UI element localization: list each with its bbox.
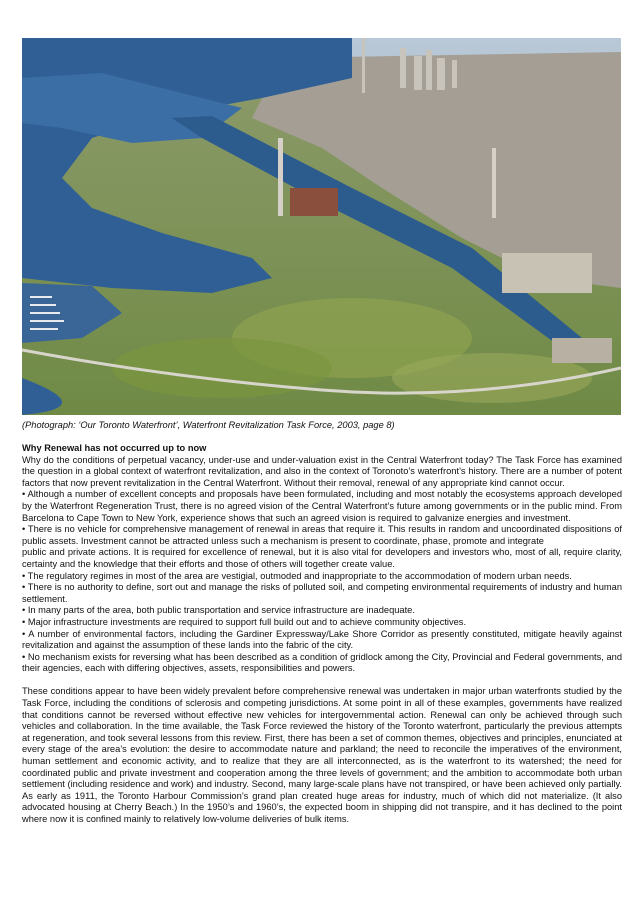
photo-chimney	[278, 138, 283, 216]
bullet-regulatory: • The regulatory regimes in most of the area are vestigial, outmoded and inappropriate to the accommodation of modern urban needs.	[22, 570, 572, 581]
closing-paragraph: These conditions appear to have been widely prevalent before comprehensive renewal was undertaken in major urban waterfronts studied by the Task Force, including the conditions of sclerosis and competing jurisdictions. At some point in all of these examples, governments have realized that conditions cannot be reversed without effective new vehicles for intergovernmental action. Renewal can only be achieved through such vehicles and collaboration. In the time available, the Task Force reviewed the history of the Toronto waterfront, particularly the previous attempts at regeneration, and took several lessons from this review. First, there has been a set of common themes, objectives and principles, enunciated at every stage of the area’s evolution: the desire to accommodate nature and parkland; the need to reconcile the imperatives of the environment, human settlement and economic activity, and to realize that they are all interconnected, as is the waterfront to its watershed; the need for coordinated public and private investment and cooperation among the three levels of government; and the ambition to accommodate both urban settlement (including residence and work) and industry. Second, many large-scale plans have not transpired, or have been achieved only partially. As early as 1911, the Toronto Harbour Commission’s grand plan created huge areas for industry, much of which did not materialize. (It also advocated housing at Cherry Beach.) In the 1950’s and 1960’s, the expected boom in shipping did not transpire, and it has declined to the point where now it is confined mainly to relatively low-volume deliveries of bulk items.	[22, 686, 622, 824]
bullet-gridlock: • No mechanism exists for reversing what has been described as a condition of gridlock among the City, Provincial and Federal governments, and their agencies, each with differing objectives, assets, responsibilities and powers.	[22, 651, 622, 674]
bullet-environmental: • A number of environmental factors, including the Gardiner Expressway/Lake Shore Corridor as presently constituted, mitigate heavily against revitalization and against the assumption of these lands into the fabric of the city.	[22, 628, 622, 651]
bullet-vision: • Although a number of excellent concepts and proposals have been formulated, including and most notably the ecosystems approach developed by the Waterfront Regeneration Trust, there is no agreed vision of the Central Waterfront’s future among governments or in the public mind. From Barcelona to Cape Town to New York, experience shows that such an agreed vision is required to galvanize energies and investment.	[22, 489, 622, 523]
bullet-polluted-soil: • There is no authority to define, sort out and manage the risks of polluted soil, and competing environmental requirements of industry and human settlement.	[22, 582, 622, 604]
caption-prefix: (Photograph: ‘	[22, 420, 81, 430]
bullet-management-vehicle: • There is no vehicle for comprehensive management of renewal in areas that require it. This results in random and uncoordinated dispositions of public assets. Investment cannot be attracted unless such a mechanism is present to coordinate, phase, promote and integrate	[22, 524, 622, 546]
bullet-management-continued: public and private actions. It is required for excellence of renewal, but it is also vital for developers and investors who, most of all, require clarity, certainty and the knowledge that their efforts and those of others will together create value.	[22, 547, 622, 569]
bullet-infrastructure: • In many parts of the area, both public transportation and service infrastructure are inadequate.	[22, 605, 415, 616]
bullet-investments: • Major infrastructure investments are required to support full build out and to achieve community objectives.	[22, 616, 467, 627]
waterfront-aerial-photo	[22, 38, 621, 415]
photo-plant	[290, 188, 338, 216]
caption-title: Our Toronto Waterfront	[80, 420, 176, 430]
photo-caption	[22, 419, 622, 431]
document-page	[22, 38, 622, 826]
intro-paragraph: Why do the conditions of perpetual vacancy, under-use and under-valuation exist in the Central Waterfront today? The Task Force has examined the question in a global context of waterfront revitalization, and also in the context of Toronoto’s waterfront’s history. There are a number of potent factors that now prevent revitalization in the Central Waterfront. Without their removal, renewal of any appropriate kind cannot occur.	[22, 454, 622, 488]
section-heading: Why Renewal has not occurred up to now	[22, 443, 207, 453]
caption-suffix: ’, Waterfront Revitalization Task Force, 2003, page 8)	[175, 420, 395, 430]
paragraph-gap	[22, 675, 622, 687]
